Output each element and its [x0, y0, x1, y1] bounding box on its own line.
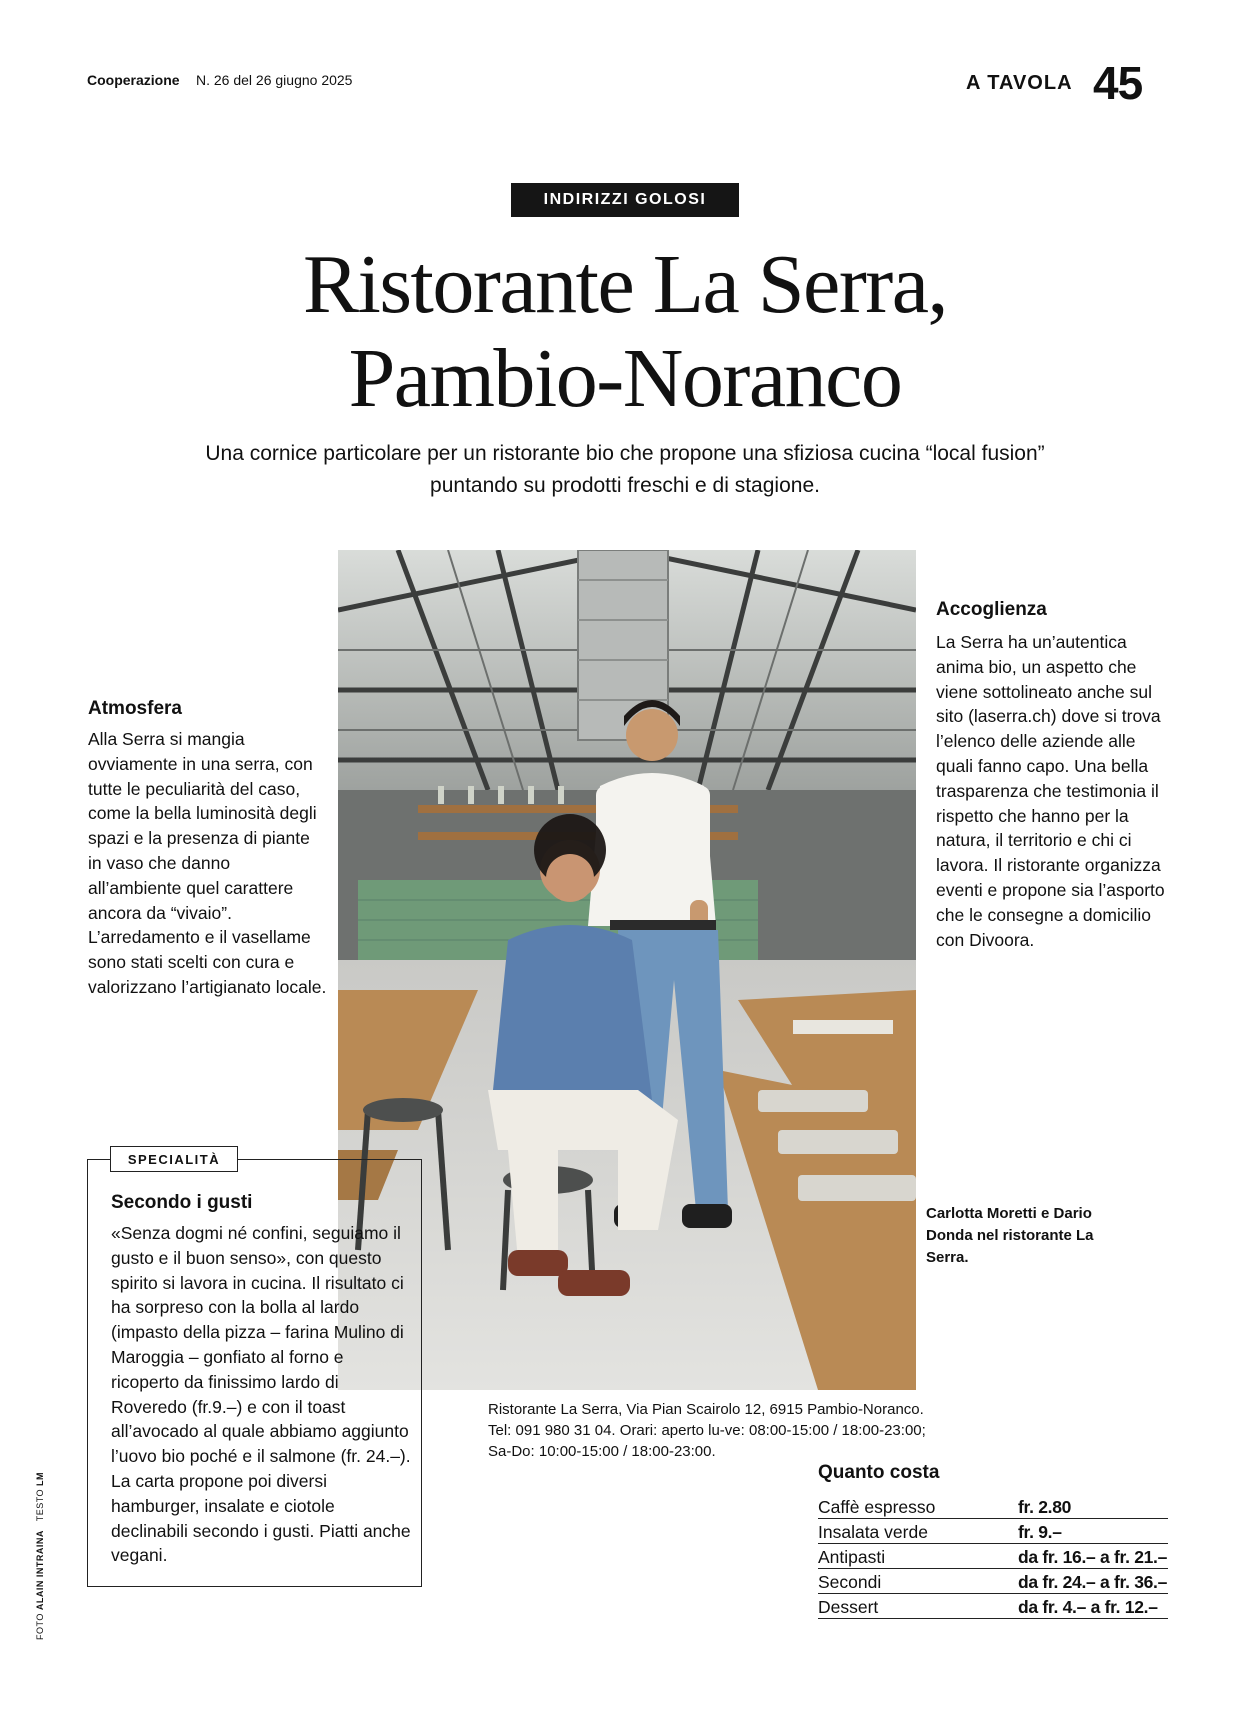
testo-name: LM [35, 1471, 45, 1486]
headline [150, 238, 1100, 426]
prices-table [818, 1494, 1168, 1619]
specialita-text: «Senza dogmi né confini, seguiamo il gusto e il buon senso», con questo spirito si lavora in cucina. Il risultato ci ha sorpreso con la bolla al lardo (impasto della pizza – farina Mulino di Maroggia – gonfiato al forno e ricoperto da finissimo lardo di Roveredo (fr.9.–) e con il toast all’avocado al quale abbiamo aggiunto l’uovo bio poché e il salmone (fr. 24.–). La carta propone poi diversi hamburger, insalate e ciotole declinabili secondo i gusti. Piatti anche vegani. [111, 1223, 411, 1566]
price-item: Dessert [818, 1594, 1018, 1619]
price-row [818, 1519, 1168, 1544]
headline-line-1: Ristorante La Serra, [302, 238, 948, 331]
accoglienza-text: La Serra ha un’autentica anima bio, un aspetto che viene sottolineato anche sul sito (laserra.ch) dove si trova l’elenco delle aziende alle quali fanno capo. Una bella trasparenza che testimonia il rispetto che hanno per la natura, il territorio e chi ci lavora. Il ristorante organizza eventi e propone sia l’asporto che le consegne a domicilio con Divoora. [936, 632, 1165, 950]
price-row [818, 1494, 1168, 1519]
prices-title: Quanto costa [818, 1462, 940, 1483]
specialita-title: Secondo i gusti [111, 1192, 253, 1213]
price-row [818, 1544, 1168, 1569]
price-value: da fr. 16.– a fr. 21.– [1018, 1544, 1168, 1569]
price-value: fr. 9.– [1018, 1519, 1168, 1544]
specialita-tag: SPECIALITÀ [110, 1146, 238, 1172]
price-value: fr. 2.80 [1018, 1494, 1168, 1519]
photo-credits [35, 1472, 45, 1640]
price-item: Antipasti [818, 1544, 1018, 1569]
page-number: 45 [1093, 57, 1143, 109]
price-item: Insalata verde [818, 1519, 1018, 1544]
price-value: da fr. 4.– a fr. 12.– [1018, 1594, 1168, 1619]
restaurant-photo-illustration [338, 550, 916, 1390]
foto-label: FOTO [35, 1613, 45, 1640]
price-value: da fr. 24.– a fr. 36.– [1018, 1569, 1168, 1594]
standfirst: Una cornice particolare per un ristorante bio che propone una sfiziosa cucina “local fusion” puntando su prodotti freschi e di stagione. [205, 442, 1045, 497]
foto-name: ALAIN INTRAINA [35, 1530, 45, 1611]
restaurant-photo [338, 550, 916, 1390]
restaurant-address: Ristorante La Serra, Via Pian Scairolo 12, 6915 Pambio-Noranco. Tel: 091 980 31 04. Orari: aperto lu-ve: 08:00-15:00 / 18:00-23:00; Sa-Do: 10:00-15:00 / 18:00-23:00. [488, 1401, 926, 1460]
publication-name: Cooperazione [87, 72, 180, 88]
section-label: A TAVOLA [966, 72, 1073, 94]
photo-caption: Carlotta Moretti e Dario Donda nel ristorante La Serra. [926, 1205, 1094, 1266]
price-item: Caffè espresso [818, 1494, 1018, 1519]
testo-label: TESTO [35, 1488, 45, 1522]
kicker-badge: INDIRIZZI GOLOSI [511, 183, 739, 217]
headline-line-2: Pambio-Noranco [348, 332, 902, 425]
price-row [818, 1594, 1168, 1619]
issue-date: N. 26 del 26 giugno 2025 [196, 72, 353, 88]
price-row [818, 1569, 1168, 1594]
price-item: Secondi [818, 1569, 1018, 1594]
atmosfera-text: Alla Serra si mangia ovviamente in una serra, con tutte le peculiarità del caso, come la bella luminosità degli spazi e la presenza di piante in vaso che danno all’ambiente quel carattere ancora da “vivaio”. L’arredamento e il vasellame sono stati scelti con cura e valorizzano l’artigianato locale. [88, 729, 327, 997]
atmosfera-title: Atmosfera [88, 698, 182, 719]
accoglienza-title: Accoglienza [936, 599, 1047, 620]
